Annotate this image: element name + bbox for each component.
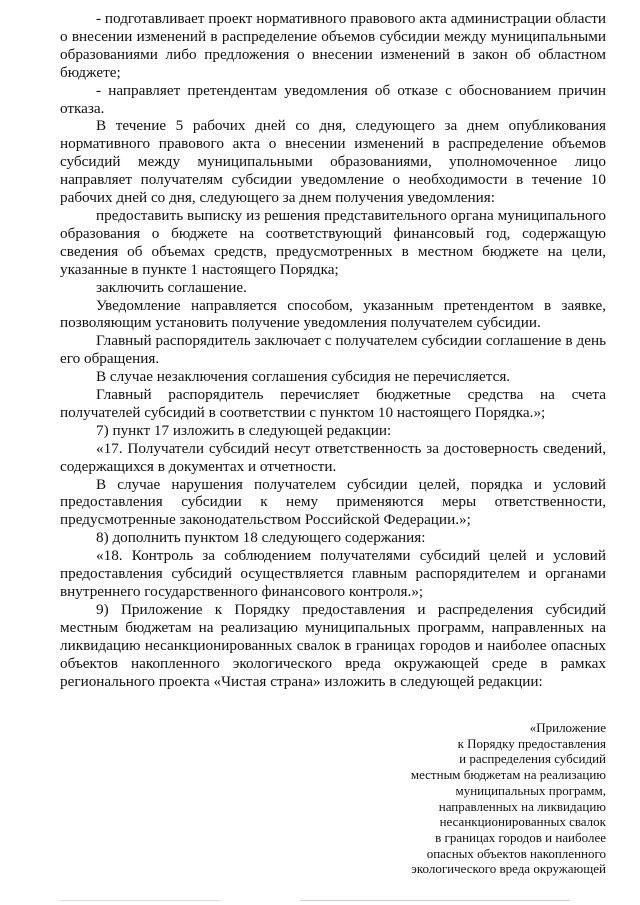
scan-edge-mark bbox=[60, 900, 220, 901]
paragraph: В случае незаключения соглашения субсидия не перечисляется. bbox=[96, 368, 511, 386]
paragraph: 7) пункт 17 изложить в следующей редакции: bbox=[96, 421, 392, 439]
appendix-line: «Приложение bbox=[529, 720, 606, 735]
paragraph: «18. Контроль за соблюдением получателями субсидий целей и условий предоставления субсидий осуществляется главным распорядителем и органами внутреннего государственного финансового контроля.»; bbox=[60, 547, 606, 600]
appendix-line: муниципальных программ, bbox=[455, 782, 606, 798]
appendix-line: и распределения субсидий bbox=[459, 751, 606, 767]
appendix-line: направленных на ликвидацию bbox=[438, 798, 606, 814]
paragraph: «17. Получатели субсидий несут ответственность за достоверность сведений, содержащихся в документах и отчетности. bbox=[60, 439, 606, 475]
appendix-line: экологического вреда окружающей bbox=[411, 861, 606, 877]
scan-edge-mark bbox=[300, 900, 570, 901]
appendix-header bbox=[346, 720, 606, 877]
paragraph: - подготавливает проект нормативного правового акта администрации области о внесении изменений в распределение объемов субсидии между муниципальными образованиями либо предложения о внесении изменений в закон об областном бюджете; bbox=[60, 10, 606, 81]
paragraph: Уведомление направляется способом, указанным претендентом в заявке, позволяющим установить получение уведомления получателем субсидии. bbox=[60, 296, 606, 332]
paragraph: Главный распорядитель заключает с получателем субсидии соглашение в день его обращения. bbox=[60, 332, 606, 368]
paragraph: предоставить выписку из решения представительного органа муниципального образования о бюджете на соответствующий финансовый год, содержащую сведения об объемах средств, предусмотренных в местном бюджете на цели, указанные в пункте 1 настоящего Порядка; bbox=[60, 206, 606, 278]
paragraph: В случае нарушения получателем субсидии целей, порядка и условий предоставления субсидии к нему применяются меры ответственности, предусмотренные законодательством Российской Федерации.»; bbox=[60, 475, 606, 529]
paragraph: 9) Приложение к Порядку предоставления и распределения субсидий местным бюджетам на реализацию муниципальных программ, направленных на ликвидацию несанкционированных свалок в границах городов и наиболее опасных объектов накопленного экологического вреда окружающей среде в рамках регионального проекта «Чистая страна» изложить в следующей редакции: bbox=[60, 600, 606, 690]
paragraph: заключить соглашение. bbox=[96, 278, 247, 296]
paragraph: 8) дополнить пунктом 18 следующего содержания: bbox=[96, 529, 426, 547]
paragraph: - направляет претендентам уведомления об отказе с обоснованием причин отказа. bbox=[60, 81, 606, 117]
appendix-line: опасных объектов накопленного bbox=[426, 845, 606, 861]
appendix-line: в границах городов и наиболее bbox=[435, 829, 606, 845]
paragraph: В течение 5 рабочих дней со дня, следующего за днем опубликования нормативного правового акта о внесении изменений в распределение объемов субсидий между муниципальными образованиями, уполномоченное лицо направляет получателям субсидии уведомление о необходимости в течение 10 рабочих дней со дня, следующего за днем получения уведомления: bbox=[60, 117, 606, 207]
appendix-line: к Порядку предоставления bbox=[457, 735, 606, 751]
document-body bbox=[60, 10, 606, 690]
appendix-line: несанкционированных свалок bbox=[439, 814, 606, 830]
appendix-line: местным бюджетам на реализацию bbox=[410, 767, 606, 783]
paragraph: Главный распорядитель перечисляет бюджетные средства на счета получателей субсидий в соответствии с пунктом 10 настоящего Порядка.»; bbox=[60, 386, 606, 421]
